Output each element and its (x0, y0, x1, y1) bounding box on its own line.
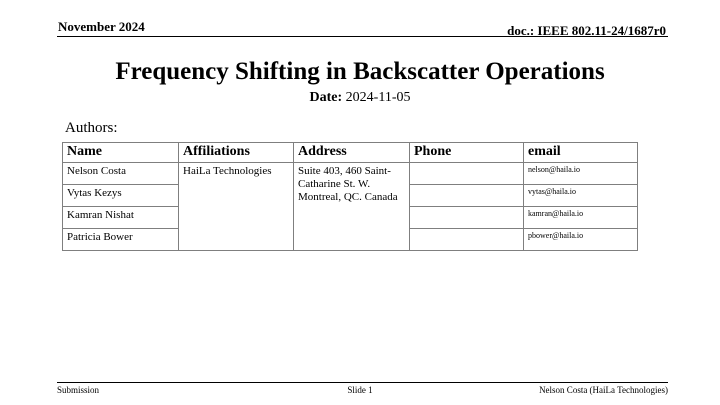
footer-author: Nelson Costa (HaiLa Technologies) (539, 385, 668, 395)
author-affiliation: HaiLa Technologies (179, 163, 294, 251)
col-header-affiliations: Affiliations (179, 143, 294, 163)
author-phone (410, 207, 524, 229)
author-name: Nelson Costa (63, 163, 179, 185)
date-label: Date: (309, 90, 343, 105)
author-name: Patricia Bower (63, 229, 179, 251)
author-phone (410, 185, 524, 207)
footer-slide-number: Slide 1 (347, 385, 373, 395)
col-header-name: Name (63, 143, 179, 163)
author-address: Suite 403, 460 Saint-Catharine St. W. Montreal, QC. Canada (294, 163, 410, 251)
col-header-email: email (524, 143, 638, 163)
authors-table (62, 142, 638, 251)
author-phone (410, 163, 524, 185)
author-phone (410, 229, 524, 251)
author-name: Vytas Kezys (63, 185, 179, 207)
table-header-row (63, 143, 638, 163)
author-email: nelson@haila.io (524, 163, 638, 185)
author-email: vytas@haila.io (524, 185, 638, 207)
date-value: 2024-11-05 (345, 90, 411, 105)
footer-rule (57, 382, 668, 383)
table-row (63, 163, 638, 185)
authors-label: Authors: (65, 120, 118, 136)
header-doc-id: doc.: IEEE 802.11-24/1687r0 (507, 23, 666, 38)
col-header-phone: Phone (410, 143, 524, 163)
slide-title: Frequency Shifting in Backscatter Operations (115, 58, 605, 85)
header-date: November 2024 (58, 19, 145, 34)
header-rule (57, 36, 668, 37)
author-email: pbower@haila.io (524, 229, 638, 251)
author-email: kamran@haila.io (524, 207, 638, 229)
col-header-address: Address (294, 143, 410, 163)
footer-submission: Submission (57, 385, 100, 395)
date-line (0, 90, 720, 106)
author-name: Kamran Nishat (63, 207, 179, 229)
